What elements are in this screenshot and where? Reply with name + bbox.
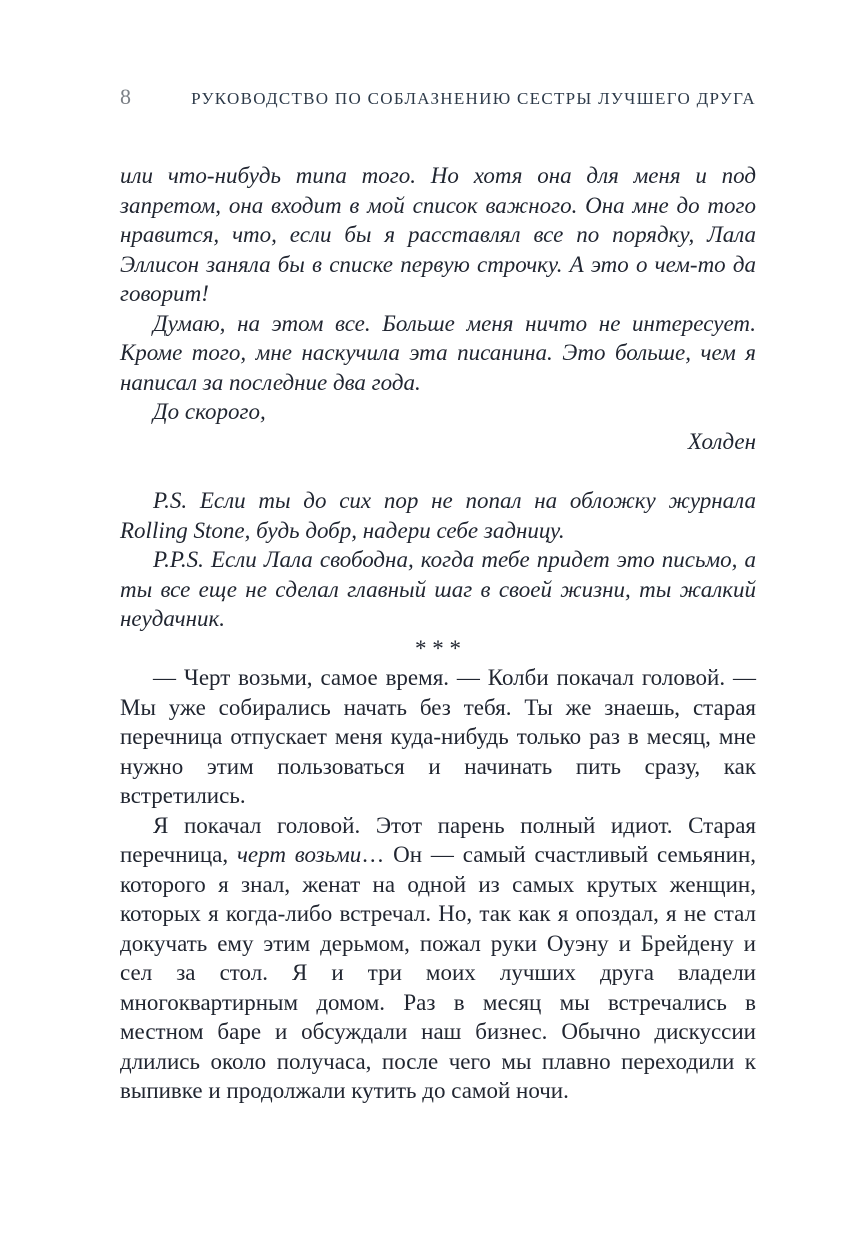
- text-run: или что-нибудь типа того. Но хотя она для меня и под запретом, она входит в мой список важного. Она мне до того нравится, что, если бы я расставлял все по порядку, Лала Эллисон заняла бы в списке первую строчку. А это о чем-то да говорит!: [120, 163, 756, 306]
- text-run: P.P.S. Если Лала свободна, когда тебе придет это письмо, а ты все еще не сделал главный шаг в своей жизни, ты жалкий неудачник.: [120, 547, 756, 631]
- post-postscript: [120, 545, 756, 634]
- postscript: [120, 486, 756, 545]
- text-run: — Черт возьми, самое время. — Колби покачал головой. — Мы уже собирались начать без тебя. Ты же знаешь, старая перечница отпускает меня куда-нибудь только раз в месяц, мне нужно этим пользоваться и начинать пить сразу, как встретились.: [120, 665, 756, 808]
- page-number: 8: [120, 84, 131, 109]
- text-column: [120, 161, 756, 1106]
- text-run: * * *: [415, 635, 461, 661]
- text-run: Думаю, на этом все. Больше меня ничто не интересует. Кроме того, мне наскучила эта писанина. Это больше, чем я написал за последние два года.: [120, 310, 756, 395]
- text-run: черт возьми: [236, 842, 362, 867]
- letter-paragraph: [120, 161, 756, 309]
- text-run: Я покачал головой. Этот парень полный идиот. Старая перечница,: [120, 812, 756, 867]
- narrative-paragraph: [120, 811, 756, 1106]
- text-run: … Он — самый счастливый семьянин, которого я знал, женат на одной из самых крутых женщин, которых я когда-либо встречал. Но, так как я опоздал, я не стал докучать ему этим дерьмом, пожал руки Оуэну и Брейдену и сел за стол. Я и три моих лучших друга владели многоквартирным домом. Раз в месяц мы встречались в местном баре и обсуждали наш бизнес. Обычно дискуссии длились около получаса, после чего мы плавно переходили к выпивке и продолжали кутить до самой ночи.: [120, 842, 757, 1103]
- page-header: [120, 86, 756, 108]
- text-run: Холден: [687, 428, 756, 454]
- letter-closing: [120, 397, 756, 427]
- running-title: РУКОВОДСТВО ПО СОБЛАЗНЕНИЮ СЕСТРЫ ЛУЧШЕГО ДРУГА: [191, 89, 756, 108]
- text-run: До скорого,: [153, 399, 266, 424]
- narrative-paragraph: [120, 663, 756, 811]
- letter-paragraph: [120, 309, 756, 398]
- section-separator: [120, 634, 756, 664]
- letter-signature: [120, 427, 756, 457]
- text-run: P.S. Если ты до сих пор не попал на обложку журнала Rolling Stone, будь добр, надери себе задницу.: [120, 488, 756, 543]
